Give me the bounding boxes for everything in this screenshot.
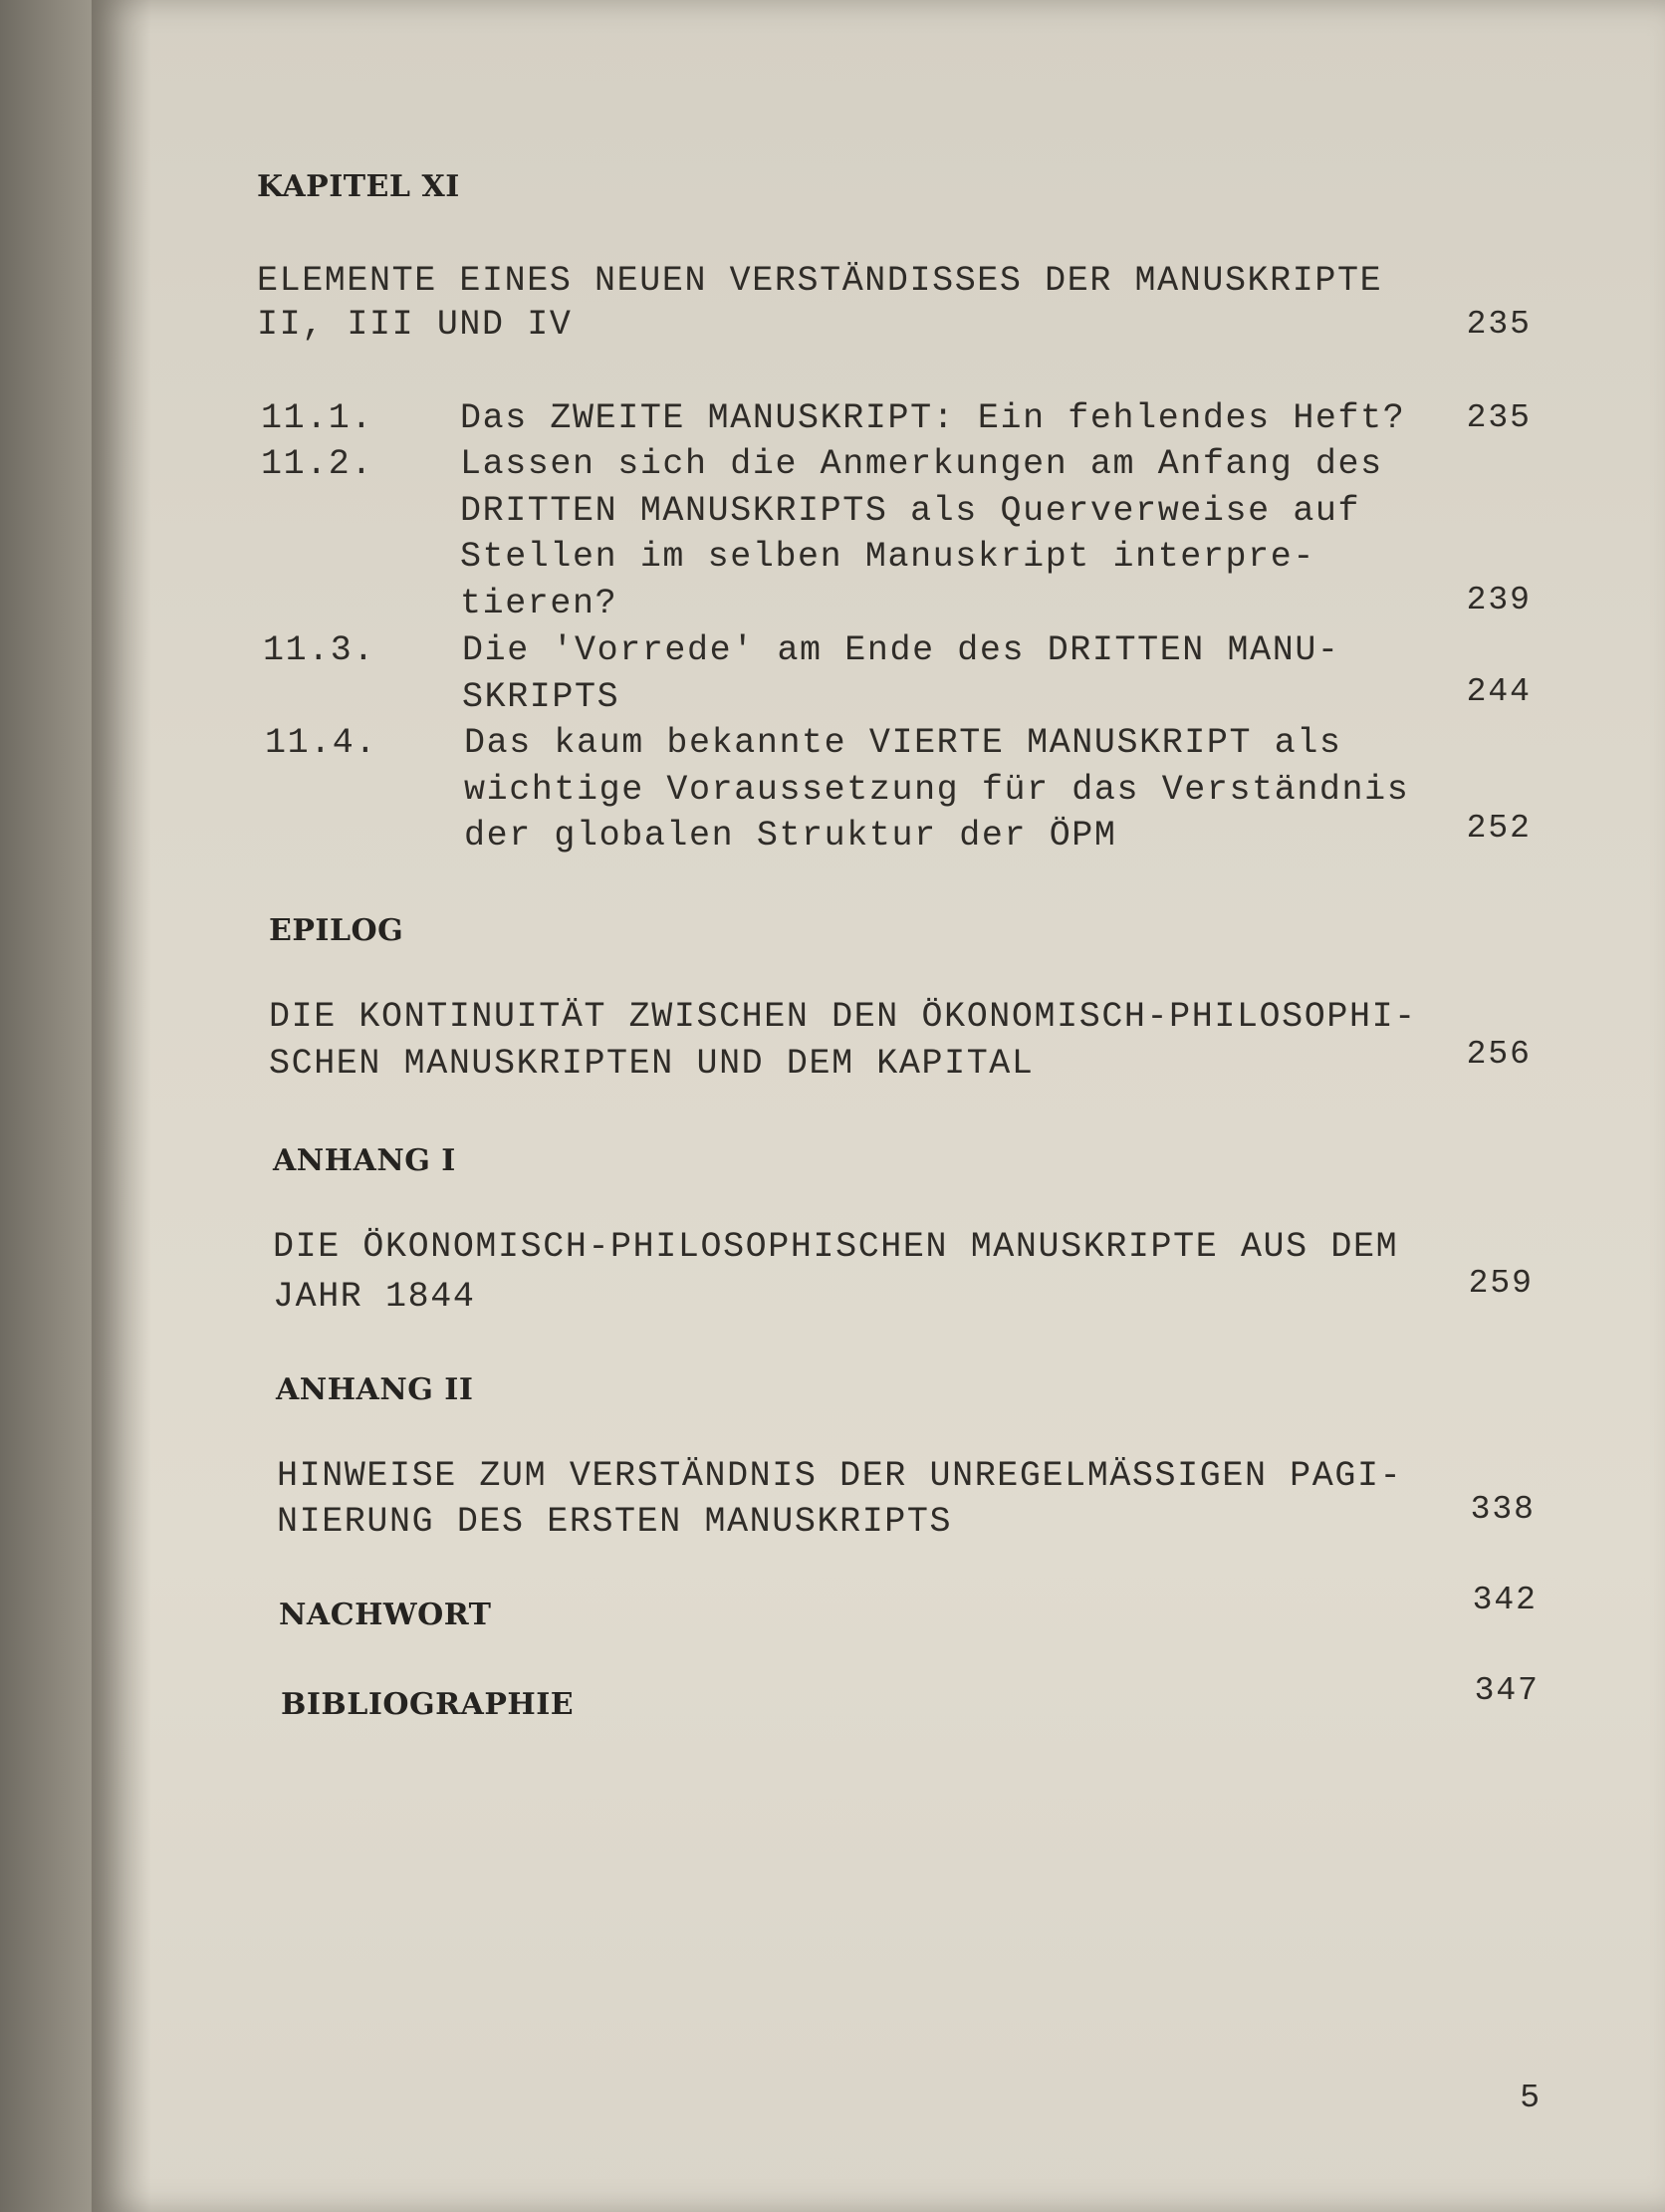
section-11-4-line: der globalen Struktur der ÖPM	[464, 816, 1117, 856]
kapitel-11-title-line1: ELEMENTE EINES NEUEN VERSTÄNDISSES DER MANUSKRIPTE	[257, 261, 1383, 301]
section-11-2-line: tieren?	[460, 584, 618, 623]
page-gutter-shadow	[92, 0, 151, 2212]
section-11-1-page: 235	[1466, 399, 1532, 436]
section-11-3-line: Die 'Vorrede' am Ende des DRITTEN MANU-	[462, 630, 1340, 670]
anhang-1-heading: ANHANG I	[273, 1143, 456, 1178]
section-11-4-number: 11.4.	[265, 723, 378, 763]
section-11-3-line: SKRIPTS	[462, 677, 620, 717]
section-11-2-line: Lassen sich die Anmerkungen am Anfang des	[460, 444, 1383, 484]
section-11-4-page: 252	[1466, 810, 1532, 847]
section-11-4-line: wichtige Voraussetzung für das Verständnis	[464, 770, 1410, 810]
section-11-3-page: 244	[1466, 673, 1532, 710]
kapitel-11-page: 235	[1466, 306, 1532, 343]
epilog-title-line2: SCHEN MANUSKRIPTEN UND DEM KAPITAL	[269, 1044, 1035, 1084]
anhang-2-title-line2: NIERUNG DES ERSTEN MANUSKRIPTS	[277, 1502, 953, 1542]
section-11-2-number: 11.2.	[261, 444, 374, 484]
bibliographie-page: 347	[1474, 1672, 1540, 1709]
epilog-page: 256	[1466, 1036, 1532, 1073]
section-11-2-line: DRITTEN MANUSKRIPTS als Querverweise auf	[460, 491, 1361, 531]
bibliographie-heading: BIBLIOGRAPHIE	[281, 1687, 575, 1722]
anhang-1-title-line2: JAHR 1844	[273, 1277, 476, 1317]
anhang-2-heading: ANHANG II	[276, 1372, 474, 1407]
section-11-2-line: Stellen im selben Manuskript interpre-	[460, 537, 1315, 577]
epilog-heading: EPILOG	[269, 913, 404, 948]
anhang-1-page: 259	[1468, 1265, 1534, 1302]
section-11-4-line: Das kaum bekannte VIERTE MANUSKRIPT als	[464, 723, 1342, 763]
kapitel-11-title-line2: II, III UND IV	[257, 305, 573, 345]
section-11-2-page: 239	[1466, 582, 1532, 618]
anhang-2-title-line1: HINWEISE ZUM VERSTÄNDNIS DER UNREGELMÄSSIGEN PAGI-	[277, 1456, 1403, 1496]
epilog-title-line1: DIE KONTINUITÄT ZWISCHEN DEN ÖKONOMISCH-PHILOSOPHI-	[269, 997, 1417, 1037]
section-11-1-line: Das ZWEITE MANUSKRIPT: Ein fehlendes Heft?	[460, 398, 1406, 438]
kapitel-11-heading: KAPITEL XI	[257, 169, 460, 204]
nachwort-page: 342	[1472, 1582, 1538, 1618]
anhang-2-page: 338	[1470, 1491, 1536, 1528]
page-number: 5	[1520, 2080, 1542, 2116]
section-11-1-number: 11.1.	[261, 398, 374, 438]
anhang-1-title-line1: DIE ÖKONOMISCH-PHILOSOPHISCHEN MANUSKRIPTE AUS DEM	[273, 1227, 1399, 1267]
nachwort-heading: NACHWORT	[279, 1598, 492, 1632]
section-11-3-number: 11.3.	[263, 630, 376, 670]
